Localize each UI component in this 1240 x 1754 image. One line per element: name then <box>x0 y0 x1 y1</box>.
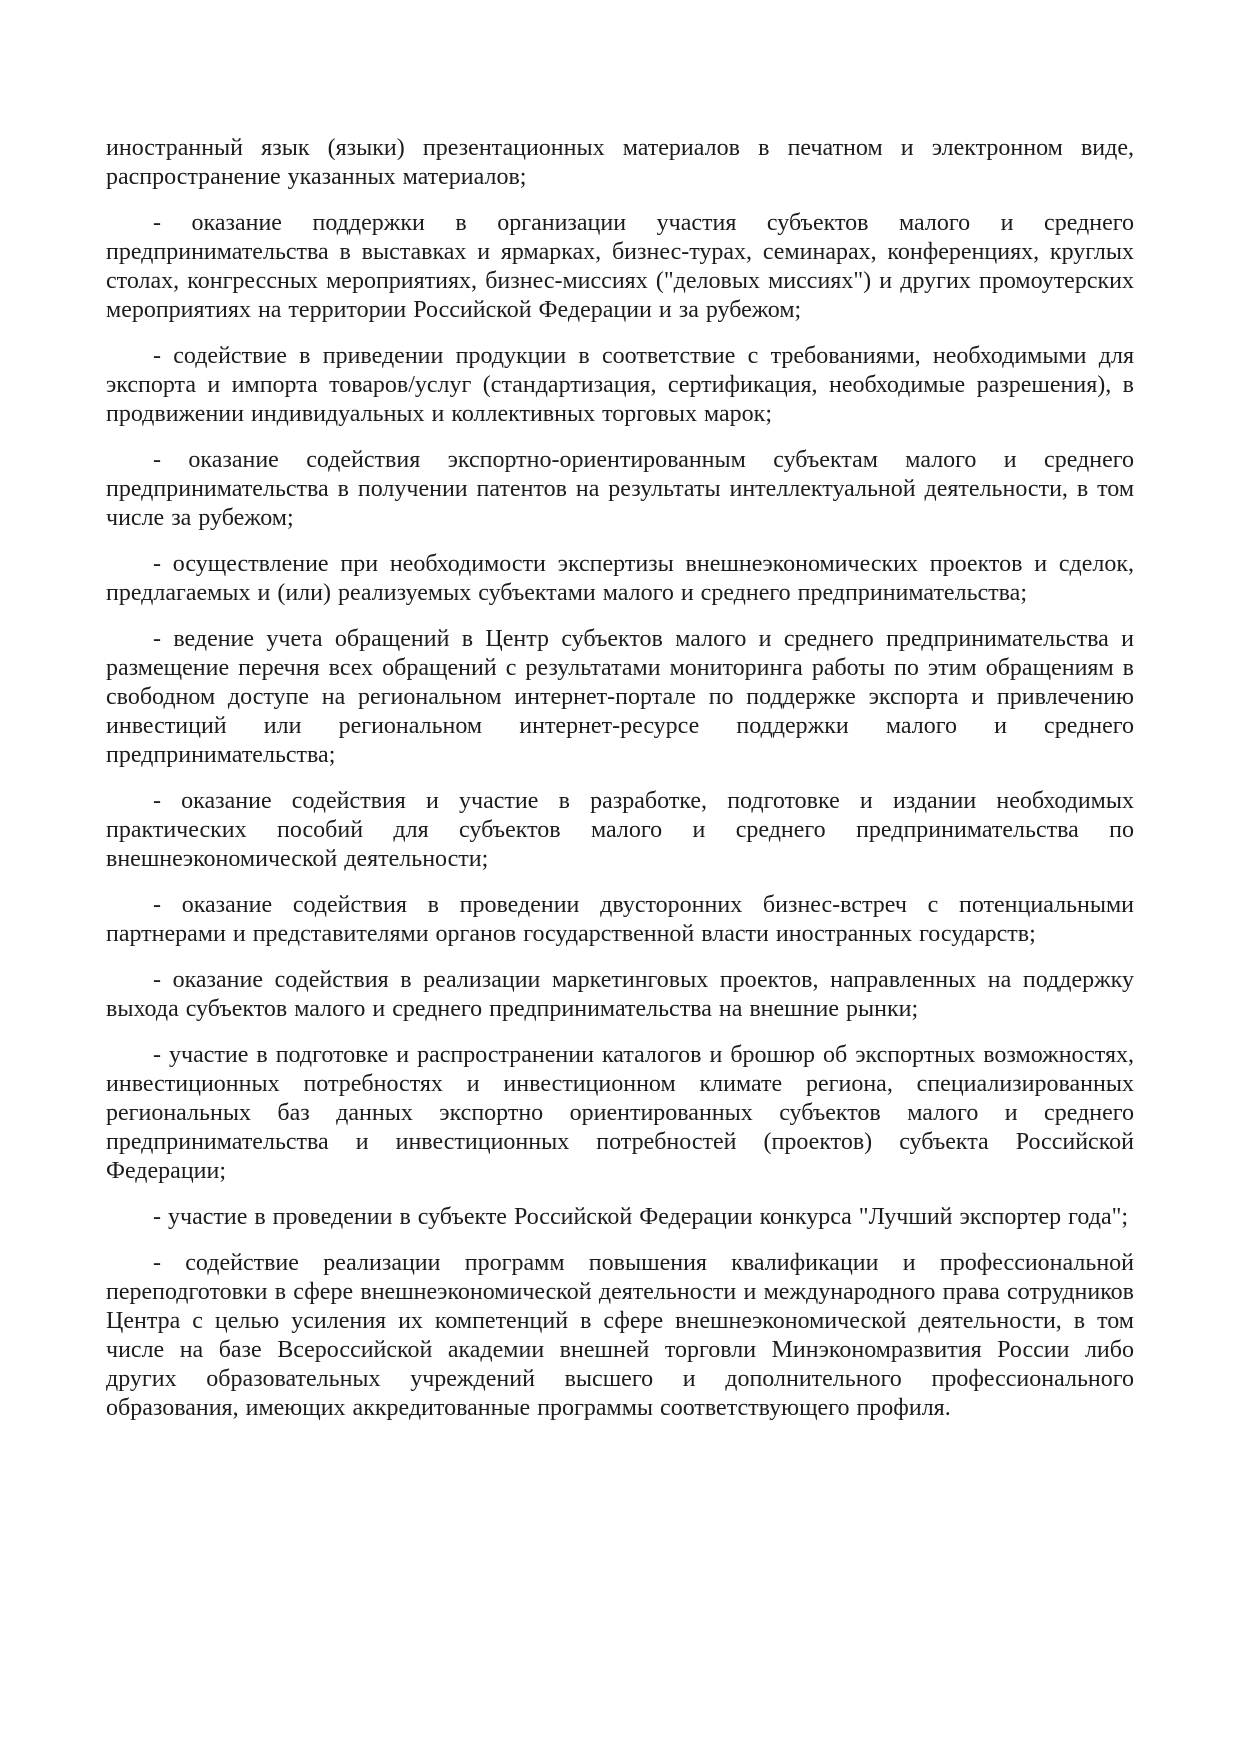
paragraph-list-item-5: - ведение учета обращений в Центр субъектов малого и среднего предпринимательства и размещение перечня всех обращений с результатами мониторинга работы по этим обращениям в свободном доступе на региональном интернет-портале по поддержке экспорта и привлечению инвестиций или региональном интернет-ресурсе поддержки малого и среднего предпринимательства; <box>106 626 1134 768</box>
paragraph-list-item-2: - содействие в приведении продукции в соответствие с требованиями, необходимыми для экспорта и импорта товаров/услуг (стандартизация, сертификация, необходимые разрешения), в продвижении индивидуальных и коллективных торговых марок; <box>106 343 1134 427</box>
paragraph-list-item-9: - участие в подготовке и распространении каталогов и брошюр об экспортных возможностях, инвестиционных потребностях и инвестиционном климате региона, специализированных региональных баз данных экспортно ориентированных субъектов малого и среднего предпринимательства и инвестиционных потребностей (проектов) субъекта Российской Федерации; <box>106 1042 1134 1184</box>
paragraph-list-item-7: - оказание содействия в проведении двусторонних бизнес-встреч с потенциальными партнерами и представителями органов государственной власти иностранных государств; <box>106 892 1134 947</box>
paragraph-continuation: иностранный язык (языки) презентационных материалов в печатном и электронном виде, распространение указанных материалов; <box>106 135 1134 190</box>
paragraph-list-item-4: - осуществление при необходимости экспертизы внешнеэкономических проектов и сделок, предлагаемых и (или) реализуемых субъектами малого и среднего предпринимательства; <box>106 551 1134 606</box>
paragraph-list-item-6: - оказание содействия и участие в разработке, подготовке и издании необходимых практических пособий для субъектов малого и среднего предпринимательства по внешнеэкономической деятельности; <box>106 788 1134 872</box>
paragraph-list-item-10: - участие в проведении в субъекте Российской Федерации конкурса "Лучший экспортер года"; <box>153 1204 1129 1230</box>
paragraph-list-item-1: - оказание поддержки в организации участия субъектов малого и среднего предпринимательства в выставках и ярмарках, бизнес-турах, семинарах, конференциях, круглых столах, конгрессных мероприятиях, бизнес-миссиях ("деловых миссиях") и других промоутерских мероприятиях на территории Российской Федерации и за рубежом; <box>106 210 1134 323</box>
paragraph-list-item-3: - оказание содействия экспортно-ориентированным субъектам малого и среднего предпринимательства в получении патентов на результаты интеллектуальной деятельности, в том числе за рубежом; <box>106 447 1134 531</box>
paragraph-list-item-8: - оказание содействия в реализации маркетинговых проектов, направленных на поддержку выхода субъектов малого и среднего предпринимательства на внешние рынки; <box>106 967 1134 1022</box>
paragraph-list-item-11: - содействие реализации программ повышения квалификации и профессиональной переподготовки в сфере внешнеэкономической деятельности и международного права сотрудников Центра с целью усиления их компетенций в сфере внешнеэкономической деятельности, в том числе на базе Всероссийской академии внешней торговли Минэкономразвития России либо других образовательных учреждений высшего и дополнительного профессионального образования, имеющих аккредитованные программы соответствующего профиля. <box>106 1250 1134 1421</box>
